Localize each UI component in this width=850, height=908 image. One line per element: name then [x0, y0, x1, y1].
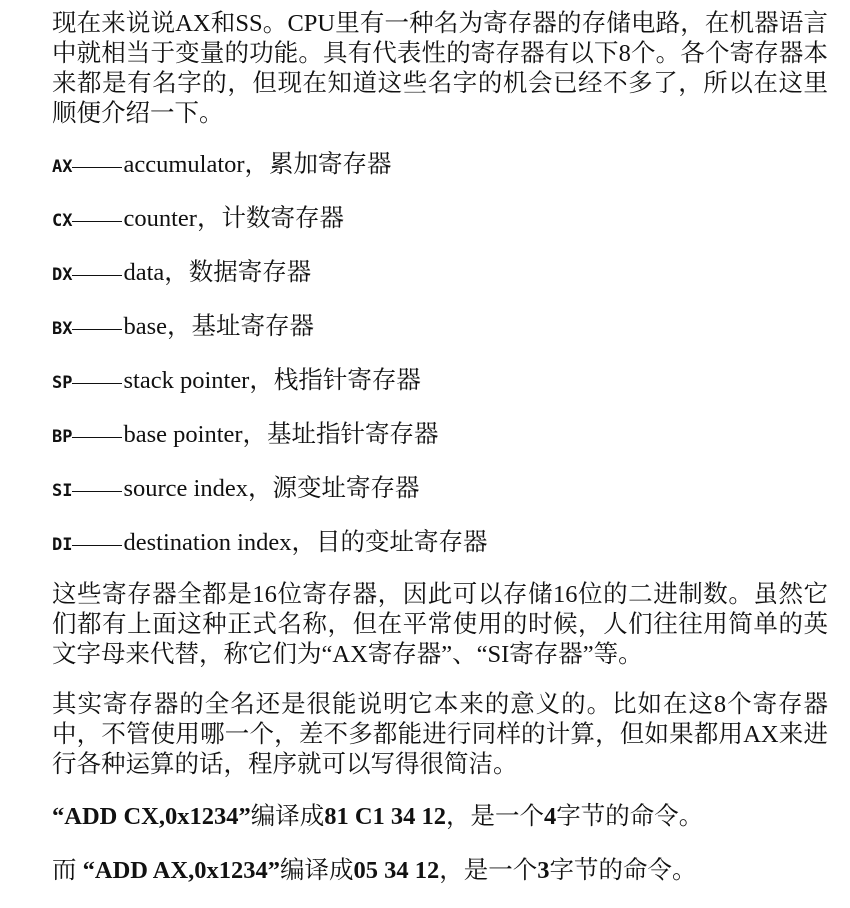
register-item-sp: [52, 366, 421, 398]
register-meaning-paragraph: 其实寄存器的全名还是很能说明它本来的意义的。比如在这8个寄存器中，不管使用哪一个，差不多都能进行同样的计算，但如果都用AX来进行各种运算的话，程序就可以写得很简洁。: [52, 691, 828, 778]
byte-count: 4: [544, 803, 557, 830]
register-desc: base，基址寄存器: [123, 313, 315, 340]
register-item-di: [52, 528, 488, 560]
register-abbr: BX: [52, 319, 73, 339]
register-abbr: AX: [52, 157, 73, 177]
register-abbr: SP: [52, 373, 73, 393]
comma-text: ，是一个: [439, 857, 538, 884]
register-desc: accumulator，累加寄存器: [123, 151, 392, 178]
register-desc: data，数据寄存器: [123, 259, 312, 286]
register-desc: base pointer，基址指针寄存器: [123, 421, 439, 448]
tail-text: 字节的命令。: [549, 857, 697, 884]
instruction-code: “ADD CX,0x1234”: [52, 803, 251, 830]
add-cx-example: [52, 802, 828, 832]
add-ax-example: [52, 856, 828, 886]
em-dash: [72, 383, 122, 384]
register-desc: destination index，目的变址寄存器: [123, 529, 488, 556]
em-dash: [72, 545, 122, 546]
compile-text: 编译成: [280, 857, 354, 884]
em-dash: [72, 221, 122, 222]
register-desc: source index，源变址寄存器: [123, 475, 420, 502]
comma-text: ，是一个: [446, 803, 545, 830]
register-item-bx: [52, 312, 314, 344]
register-item-cx: [52, 204, 344, 236]
byte-count: 3: [537, 857, 550, 884]
lead-text: 而: [52, 857, 83, 884]
register-abbr: BP: [52, 427, 73, 447]
register-abbr: DX: [52, 265, 73, 285]
em-dash: [72, 329, 122, 330]
register-item-ax: [52, 150, 392, 182]
em-dash: [72, 491, 122, 492]
machine-bytes: 05 34 12: [353, 857, 440, 884]
machine-bytes: 81 C1 34 12: [324, 803, 447, 830]
register-item-dx: [52, 258, 311, 290]
em-dash: [72, 167, 122, 168]
instruction-code: “ADD AX,0x1234”: [82, 857, 280, 884]
register-abbr: SI: [52, 481, 73, 501]
tail-text: 字节的命令。: [556, 803, 704, 830]
compile-text: 编译成: [250, 803, 325, 830]
register-item-si: [52, 474, 419, 506]
sixteen-bit-paragraph: 这些寄存器全都是16位寄存器，因此可以存储16位的二进制数。虽然它们都有上面这种正式名称，但在平常使用的时候，人们往往用简单的英文字母来代替，称它们为“AX寄存器”、“SI寄存器”等。: [52, 581, 828, 668]
intro-paragraph: 现在来说说AX和SS。CPU里有一种名为寄存器的存储电路，在机器语言中就相当于变量的功能。具有代表性的寄存器有以下8个。各个寄存器本来都是有名字的，但现在知道这些名字的机会已经不多了，所以在这里顺便介绍一下。: [52, 10, 828, 127]
register-desc: counter，计数寄存器: [123, 205, 344, 232]
em-dash: [72, 275, 122, 276]
register-item-bp: [52, 420, 439, 452]
em-dash: [72, 437, 122, 438]
register-abbr: CX: [52, 211, 73, 231]
register-desc: stack pointer，栈指针寄存器: [123, 367, 421, 394]
register-abbr: DI: [52, 535, 73, 555]
